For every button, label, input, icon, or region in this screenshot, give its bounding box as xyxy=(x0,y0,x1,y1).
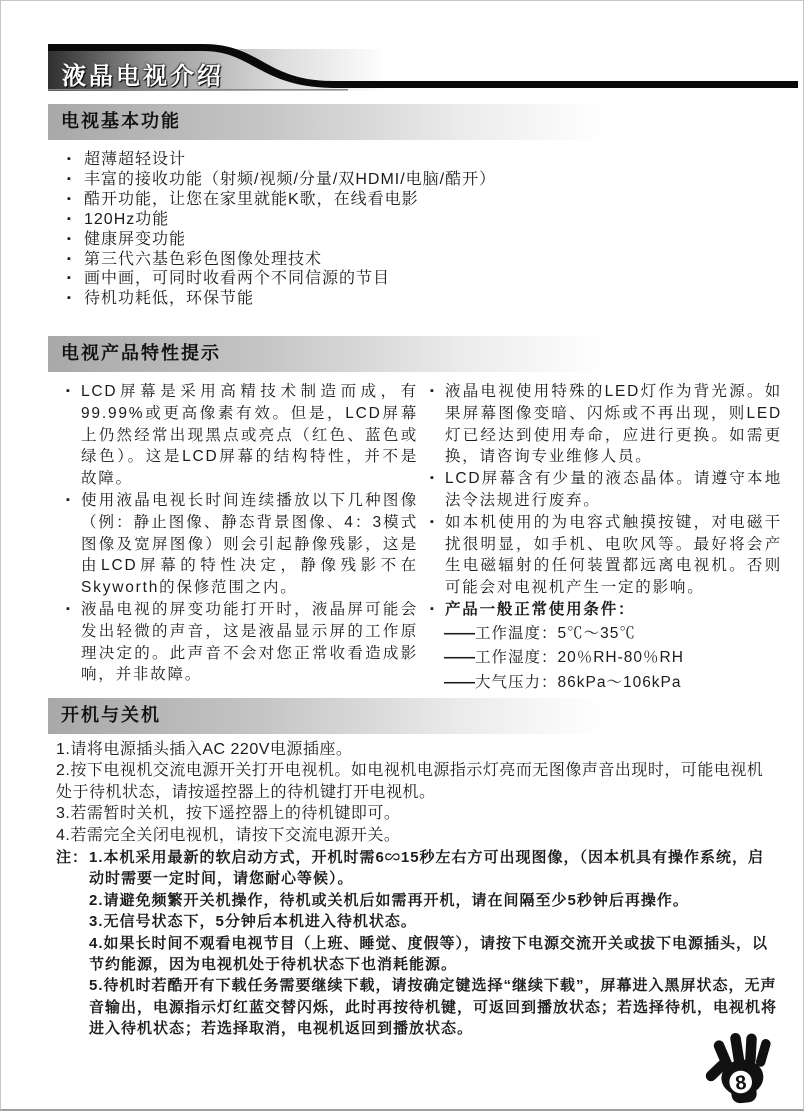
feature-item: ▪ 使用液晶电视长时间连续播放以下几种图像（例：静止图像、静态背景图像、4：3模式图像及宽屏图像）则会引起静像残影，这是由LCD屏幕的特性决定，静像残影不在Skyworth的保修范围之内。 xyxy=(66,490,418,599)
dash: —— xyxy=(444,649,475,667)
note-item: 5.待机时若酷开有下载任务需要继续下载，请按确定键选择“继续下载”，屏幕进入黑屏状态，无声音输出，电源指示灯红蓝交替闪烁，此时再按待机键，可返回到播放状态；若选择待机，电视机将进入待机状态；若选择取消，电视机返回到播放状态。 xyxy=(89,977,778,1038)
feature-item: ▪ 如本机使用的为电容式触摸按键，对电磁干扰很明显，如手机、电吹风等。最好将会产生电磁辐射的任何装置都远离电视机。否则可能会对电视机产生一定的影响。 xyxy=(430,512,782,599)
note-item: 3.无信号状态下，5分钟后本机进入待机状态。 xyxy=(89,913,417,931)
basic-functions-list xyxy=(67,150,757,309)
dash: —— xyxy=(444,624,475,642)
note-label: 注： xyxy=(56,849,89,867)
feature-item: ▪ LCD屏幕是采用高精技术制造而成，有99.99%或更高像素有效。但是，LCD屏幕上仍然经常出现黑点或亮点（红色、蓝色或绿色）。这是LCD屏幕的结构特性，并不是故障。 xyxy=(66,381,418,490)
feature-item: ▪ 液晶电视使用特殊的LED灯作为背光源。如果屏幕图像变暗、闪烁或不再出现，则LED灯已经达到使用寿命，应进行更换。如需更换，请咨询专业维修人员。 xyxy=(430,381,782,468)
note-item: 2.请避免频繁开关机操作，待机或关机后如需再开机，请在间隔至少5秒钟后再操作。 xyxy=(89,891,689,909)
condition-text: 工作湿度：20％RH-80％RH xyxy=(475,649,684,667)
condition-temperature xyxy=(444,623,782,646)
feature-item: ▪ 液晶电视的屏变功能打开时，液晶屏可能会发出轻微的声音，这是液晶显示屏的工作原理决定的。此声音不会对您正常收看造成影响，并非故障。 xyxy=(66,599,418,686)
list-item: ▪ 待机功耗低，环保节能 xyxy=(67,289,757,309)
power-step: 4.若需完全关闭电视机，请按下交流电源开关。 xyxy=(56,826,401,844)
list-item: ▪ 画中画，可同时收看两个不同信源的节目 xyxy=(67,269,757,289)
dash: —— xyxy=(444,673,475,691)
power-step: 2.按下电视机交流电源开关打开电视机。如电视机电源指示灯亮而无图像声音出现时，可能电视机处于待机状态，请按遥控器上的待机键打开电视机。 xyxy=(56,762,764,801)
conditions-title: ▪ 产品一般正常使用条件： xyxy=(430,599,782,621)
section-title-basic-functions: 电视基本功能 xyxy=(48,104,781,140)
list-item: ▪ 丰富的接收功能（射频/视频/分量/双HDMI/电脑/酷开） xyxy=(67,170,757,190)
list-item: ▪ 健康屏变功能 xyxy=(67,230,757,250)
power-notes xyxy=(56,847,779,1040)
section-title-power-on-off: 开机与关机 xyxy=(48,698,781,734)
condition-text: 工作温度：5℃～35℃ xyxy=(475,624,636,642)
page-title: 液晶电视介绍 xyxy=(62,63,224,90)
feature-tips-left-column xyxy=(66,381,418,694)
section-title-feature-tips: 电视产品特性提示 xyxy=(48,336,781,372)
power-on-off-body xyxy=(56,739,779,1040)
power-step: 3.若需暂时关机，按下遥控器上的待机键即可。 xyxy=(56,805,401,823)
list-item: ▪ 酷开功能，让您在家里就能K歌，在线看电影 xyxy=(67,190,757,210)
feature-tips-right-column xyxy=(430,381,782,694)
feature-tips-columns xyxy=(66,381,782,694)
condition-text: 大气压力：86kPa～106kPa xyxy=(475,673,682,691)
hand-icon xyxy=(702,1031,786,1107)
condition-humidity xyxy=(444,647,782,670)
list-item: ▪ 超薄超轻设计 xyxy=(67,150,757,170)
note-item: 4.如果长时间不观看电视节目（上班、睡觉、度假等），请按下电源交流开关或拔下电源插头，以节约能源，因为电视机处于待机状态下也消耗能源。 xyxy=(89,934,769,974)
note-item: 1.本机采用最新的软启动方式，开机时需6∽15秒左右方可出现图像，（因本机具有操作系统，启动时需要一定时间，请您耐心等候）。 xyxy=(89,849,765,888)
list-item: ▪ 第三代六基色彩色图像处理技术 xyxy=(67,250,757,270)
hand-pinky-finger xyxy=(755,1038,772,1068)
page-number: 8 xyxy=(734,1071,748,1095)
power-step: 1.请将电源插头插入AC 220V电源插座。 xyxy=(56,741,353,758)
feature-item: ▪ LCD屏幕含有少量的液态晶体。请遵守本地法令法规进行废弃。 xyxy=(430,468,782,512)
list-item: ▪ 120Hz功能 xyxy=(67,210,757,230)
condition-pressure xyxy=(444,672,782,695)
